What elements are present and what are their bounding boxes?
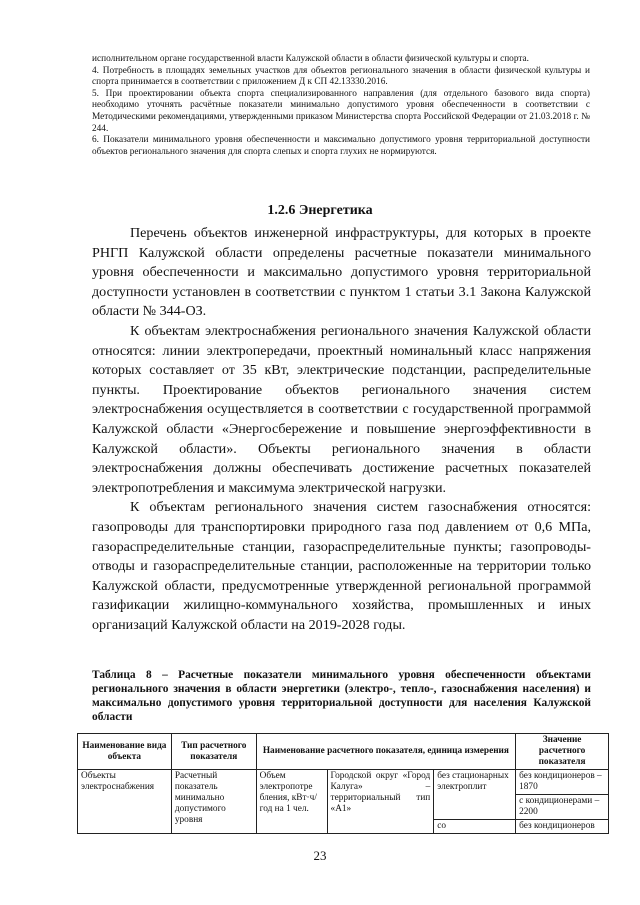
footnote-continued: исполнительном органе государственной власти Калужской области в области физической культуры и спорта.	[92, 54, 529, 64]
header-indicator-value: Значение расчетного показателя	[516, 734, 609, 770]
paragraph-gas: К объектам регионального значения систем газоснабжения относятся: газопроводы для транспортировки природного газа под давлением от 0,6 МПа, газораспределительные станции, газораспределительные пункты; газопроводы-отводы и газораспределительные станции, расположенные на территории только Калужской области, предусмотренные утвержденной региональной программой газификации жилищно-коммунального хозяйства, промышленных и иных организаций Калужской области на 2019-2028 годы.	[92, 499, 591, 633]
cell-value-3: без кондиционеров	[516, 820, 609, 834]
paragraph-electricity: К объектам электроснабжения регионального значения Калужской области относятся: линии электропередачи, проектный номинальный класс напряжения которых составляет от 35 кВт, электрические подстанции, распределительные пункты. Проектирование объектов регионального значения систем электроснабжения осуществляется в соответствии с государственной программой Калужской области «Энергосбережение и повышение энергоэффективности в Калужской области». Объекты регионального значения в области электроснабжения должны обеспечивать достижение расчетных показателей электропотребления и максимума электрической нагрузки.	[92, 322, 591, 496]
header-object-type: Наименование вида объекта	[78, 734, 172, 770]
table-header-row	[78, 734, 609, 770]
cell-type: Расчетный показатель минимально допустимого уровня	[171, 770, 256, 834]
body-text	[92, 224, 591, 635]
cell-sub-with: со	[434, 820, 516, 834]
cell-sub-no-stoves: без стационарных электроплит	[434, 770, 516, 820]
cell-territory: Городской округ «Город Калуга» – территориальный тип «А1»	[327, 770, 434, 834]
header-indicator-type: Тип расчетного показателя	[171, 734, 256, 770]
page-number: 23	[313, 848, 327, 863]
table-caption: Таблица 8 – Расчетные показатели минимального уровня обеспеченности объектами регионального значения в области энергетики (электро-, тепло-, газоснабжения населения) и максимально допустимого уровня территориальной доступности для населения Калужской области	[92, 669, 591, 723]
footnotes	[92, 54, 590, 158]
table-row	[78, 770, 609, 795]
cell-value-2: с кондиционерами – 2200	[516, 795, 609, 820]
cell-indicator: Объем электропотре бления, кВт·ч/год на 1 чел.	[256, 770, 327, 834]
header-indicator-name: Наименование расчетного показателя, единица измерения	[256, 734, 515, 770]
section-heading: 1.2.6 Энергетика	[267, 203, 373, 218]
cell-object: Объекты электроснабжения	[78, 770, 172, 834]
footnote-4: 4. Потребность в площадях земельных участков для объектов регионального значения в области физической культуры и спорта принимается в соответствии с приложением Д к СП 42.13330.2016.	[92, 65, 590, 88]
indicators-table	[77, 733, 609, 834]
cell-value-1: без кондиционеров – 1870	[516, 770, 609, 795]
paragraph-infrastructure: Перечень объектов инженерной инфраструктуры, для которых в проекте РНГП Калужской области определены расчетные показатели минимального уровня обеспеченности и максимально допустимого уровня территориальной доступности установлен в соответствии с пунктом 1 статьи 3.1 Закона Калужской области № 344-ОЗ.	[92, 225, 591, 320]
footnote-5: 5. При проектировании объекта спорта специализированного направления (для отдельного базового вида спорта) необходимо уточнять расчётные показатели минимально допустимого уровня обеспеченности в соответствии с Методическими рекомендациями, утвержденными приказом Министерства спорта Российской Федерации от 21.03.2018 г. № 244.	[92, 88, 590, 134]
footnote-6: 6. Показатели минимального уровня обеспеченности и максимально допустимого уровня территориальной доступности объектов регионального значения для спорта слепых и спорта глухих не нормируются.	[92, 135, 590, 157]
